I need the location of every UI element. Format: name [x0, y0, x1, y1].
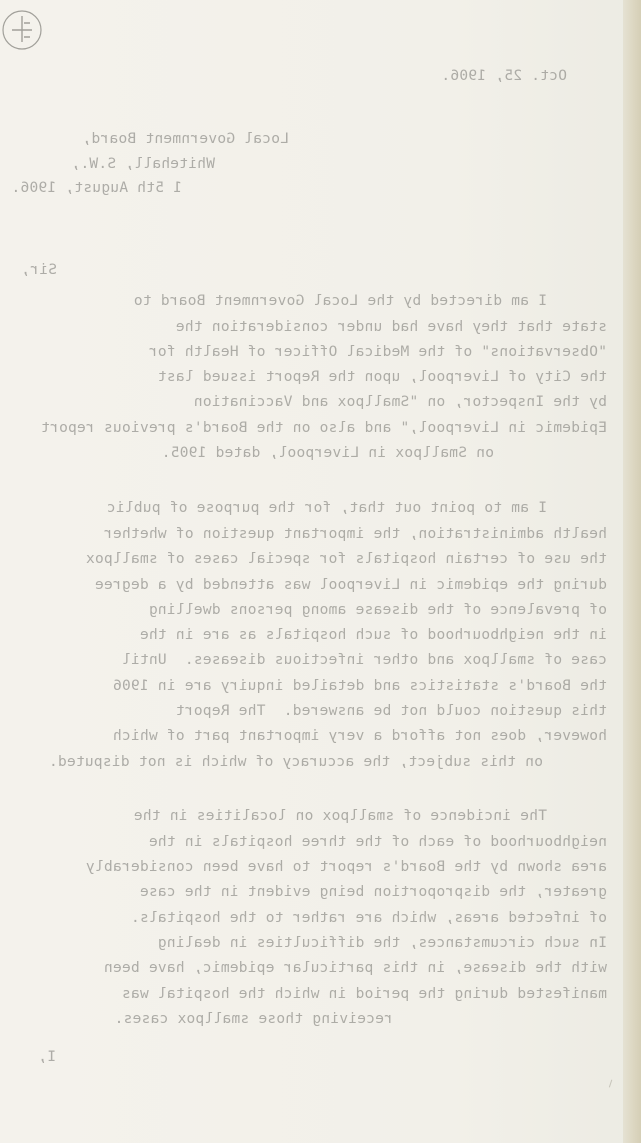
paragraph-line: Epidemic in Liverpool," and also on the Board's previous report — [40, 419, 607, 436]
paragraph-line: In such circumstances, the difficulties in dealing — [157, 934, 607, 951]
paragraph-line: of infected areas, which are rather to the hospitals. — [130, 909, 607, 926]
paragraph-line: manifested during the period in which the hospital was — [121, 985, 607, 1002]
paragraph-line: however, does not afford a very important part of which — [112, 727, 607, 744]
paragraph-line: on Smallpox in Liverpool, dated 1905. — [161, 444, 494, 461]
closing-text: I, — [38, 1048, 56, 1065]
paragraph-line: I am to point out that, for the purpose of public — [106, 499, 547, 516]
paragraph-line: the use of certain hospitals for special cases of smallpox — [85, 550, 607, 567]
salutation: Sir, — [21, 261, 57, 278]
recipient-line: Local Government Board, — [82, 130, 289, 147]
paragraph-line: "Observations" of the Medical Officer of Health for — [148, 343, 607, 360]
paragraph-line: area shown by the Board's report to have been considerably — [85, 858, 607, 875]
paragraph-line: during the epidemic in Liverpool was attended by a degree — [94, 576, 607, 593]
paragraph-line: of prevalence of the disease among persons dwelling — [148, 601, 607, 618]
paragraph-line: greater, the disproportion being evident in the case — [139, 883, 607, 900]
recipient-line: 1 5th August, 1906. — [11, 179, 182, 196]
paragraph-line: health administration, the important question of whether — [103, 525, 607, 542]
paragraph-line: on this subject, the accuracy of which is not disputed. — [48, 753, 543, 770]
paragraph-line: this question could not be answered. The Report — [175, 702, 607, 719]
paragraph-line: neighbourhood of each of the three hospitals in the — [148, 833, 607, 850]
paragraph-line: the City of Liverpool, upon the Report issued last — [157, 368, 607, 385]
paragraph-line: the Board's statistics and detailed inquiry are in 1906 — [112, 677, 607, 694]
paragraph-line: The incidence of smallpox on localities in the — [133, 807, 547, 824]
paragraph-line: I am directed by the Local Government Board to — [133, 292, 547, 309]
paragraph-line: by the Inspector, on "Smallpox and Vaccination — [193, 393, 607, 410]
document-date: Oct. 25, 1906. — [441, 67, 567, 84]
paragraph-line: case of smallpox and other infectious diseases. Until — [121, 651, 607, 668]
paragraph-line: with the disease, in this particular epidemic, have been — [103, 959, 607, 976]
paragraph-line: state that they have had under consideration the — [175, 318, 607, 335]
paragraph-line: receiving those smallpox cases. — [114, 1010, 393, 1027]
recipient-line: Whitehall, S.W., — [71, 155, 215, 172]
paragraph-line: in the neighbourhood of such hospitals as are in the — [139, 626, 607, 643]
